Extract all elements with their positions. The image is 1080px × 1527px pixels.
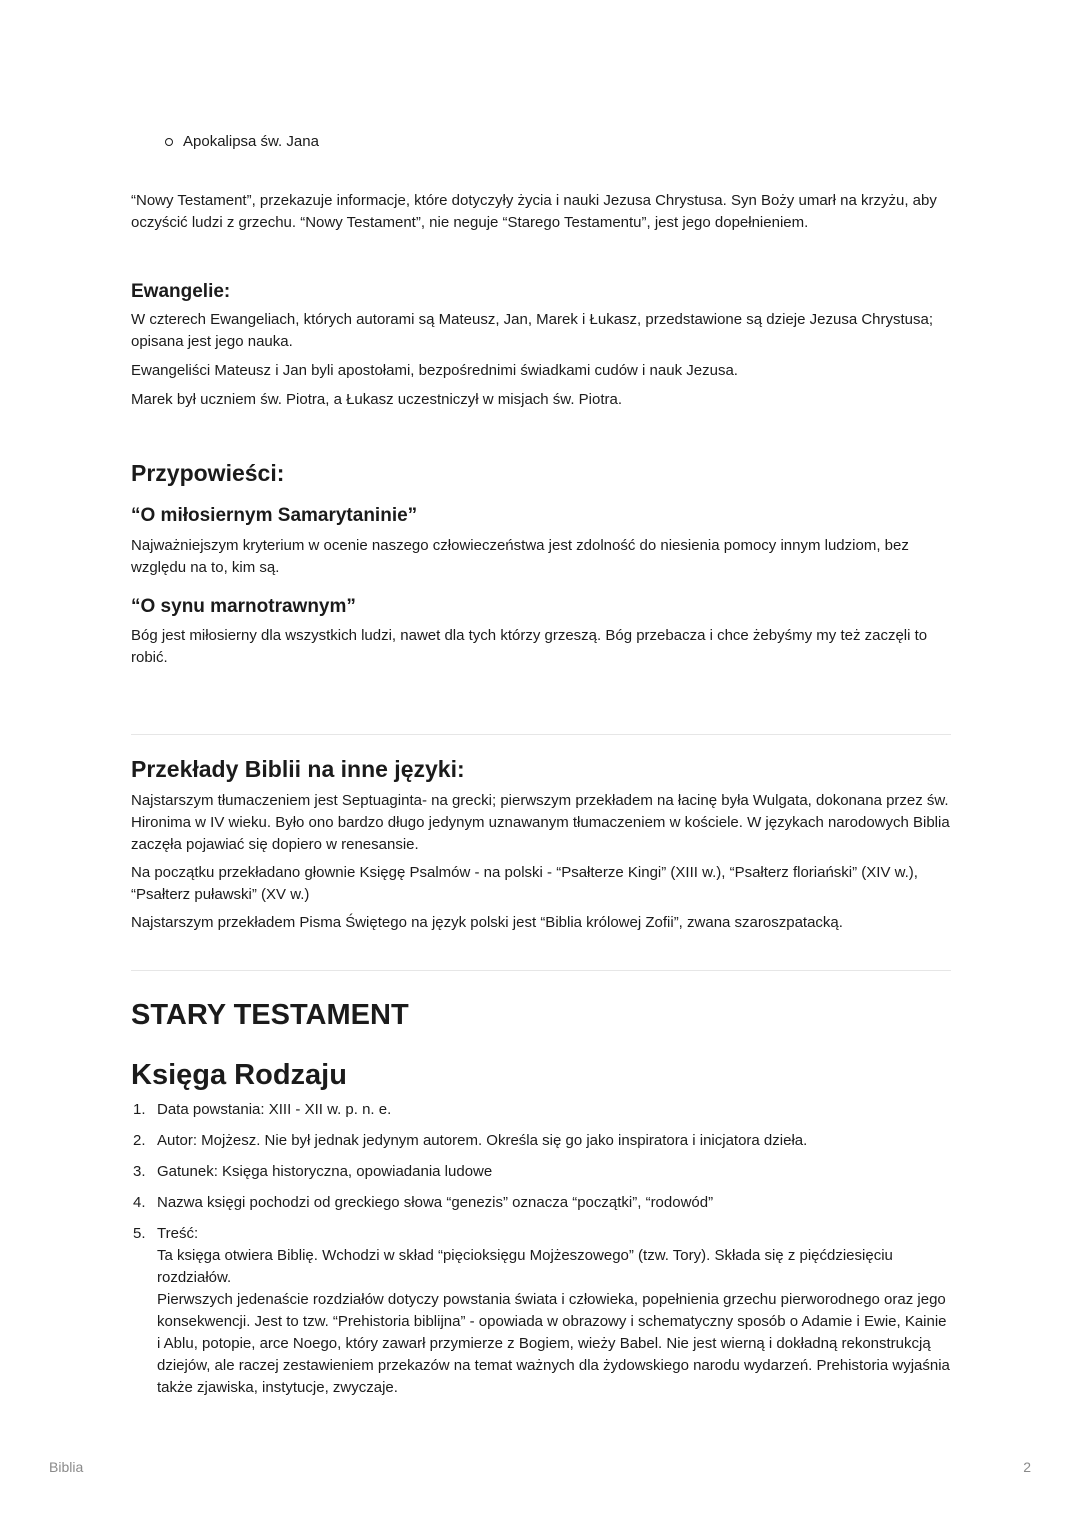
- list-item: [131, 1223, 951, 1399]
- tresc-paragraph-2: Pierwszych jedenaście rozdziałów dotyczy powstania świata i człowieka, popełnienia grzechu pierworodnego oraz jego konsekwencji. Jest to tzw. “Prehistoria biblijna” - opowiada w obrazowy i schematyczny sposób o Adamie i Ewie, Kainie i Ablu, potopie, arce Noego, który zawarł przymierze z Bogiem, wieży Babel. Nie jest wierną i dokładną rekonstrukcją dziejów, ale raczej zestawieniem przekazów na temat ważnych dla żydowskiego narodu wydarzeń. Prehistoria wyjaśnia także zjawiska, instytucje, zwyczaje.: [157, 1291, 950, 1396]
- parable-text-samarytanin: Najważniejszym kryterium w ocenie naszego człowieczeństwa jest zdolność do niesienia pomocy innym ludziom, bez względu na to, kim są.: [131, 537, 909, 576]
- stary-testament-heading: STARY TESTAMENT: [131, 999, 409, 1031]
- przeklady-paragraph-3: Najstarszym przekładem Pisma Świętego na język polski jest “Biblia królowej Zofii”, zwana szaroszpatacką.: [131, 914, 843, 931]
- przeklady-paragraph-2: Na początku przekładano głownie Księgę Psalmów - na polski - “Psałterze Kingi” (XIII w.), “Psałterz floriański” (XIV w.), “Psałterz puławski” (XV w.): [131, 864, 918, 903]
- section-divider: [131, 970, 951, 971]
- list-item: [131, 1192, 951, 1214]
- ksiega-rodzaju-heading: Księga Rodzaju: [131, 1059, 347, 1091]
- ewangelie-paragraph-2: Ewangeliści Mateusz i Jan byli apostołami, bezpośrednimi świadkami cudów i nauk Jezusa.: [131, 362, 738, 379]
- intro-paragraph: “Nowy Testament”, przekazuje informacje, które dotyczyły życia i nauki Jezusa Chrystusa. Syn Boży umarł na krzyżu, aby oczyścić ludzi z grzechu. “Nowy Testament”, nie neguje “Starego Testamentu”, jest jego dopełnieniem.: [131, 192, 937, 231]
- ewangelie-heading: Ewangelie:: [131, 281, 231, 302]
- top-bullet-list: [163, 131, 319, 153]
- footer-document-title: Biblia: [49, 1459, 84, 1475]
- list-item-text: Data powstania: XIII - XII w. p. n. e.: [157, 1101, 392, 1118]
- tresc-paragraph-1: Ta księga otwiera Biblię. Wchodzi w skład “pięcioksięgu Mojżeszowego” (tzw. Tory). Składa się z pięćdziesięciu rozdziałów.: [157, 1247, 893, 1286]
- list-item-label: Treść:: [157, 1225, 199, 1242]
- ksiega-rodzaju-list: [131, 1099, 951, 1408]
- footer-page-number: 2: [1023, 1459, 1031, 1475]
- list-item-number: 1.: [133, 1101, 146, 1118]
- list-item-text: Autor: Mojżesz. Nie był jednak jedynym autorem. Określa się go jako inspiratora i inicjatora dzieła.: [157, 1132, 808, 1149]
- ewangelie-paragraph-1: W czterech Ewangeliach, których autorami są Mateusz, Jan, Marek i Łukasz, przedstawione są dzieje Jezusa Chrystusa; opisana jest jego nauka.: [131, 311, 934, 350]
- list-item-text: Nazwa księgi pochodzi od greckiego słowa “genezis” oznacza “początki”, “rodowód”: [157, 1194, 714, 1211]
- list-item: [131, 1130, 951, 1152]
- parable-text-syn: Bóg jest miłosierny dla wszystkich ludzi, nawet dla tych którzy grzeszą. Bóg przebacza i chce żebyśmy my też zaczęli to robić.: [131, 627, 928, 666]
- list-item-number: 4.: [133, 1194, 146, 1211]
- list-item-number: 3.: [133, 1163, 146, 1180]
- parable-title-syn: “O synu marnotrawnym”: [131, 596, 356, 617]
- list-item-number: 5.: [133, 1225, 146, 1242]
- przypowiesci-heading: Przypowieści:: [131, 460, 285, 486]
- przeklady-paragraph-1: Najstarszym tłumaczeniem jest Septuaginta- na grecki; pierwszym przekładem na łacinę była Wulgata, dokonana przez św. Hironima w IV wieku. Było ono bardzo długo jedynym uznawanym tłumaczeniem w kościele. W językach narodowych Biblia zaczęła pojawiać się dopiero w renesansie.: [131, 792, 950, 853]
- list-item: [131, 1099, 951, 1121]
- list-item: [131, 1161, 951, 1183]
- przeklady-heading: Przekłady Biblii na inne języki:: [131, 756, 465, 782]
- parable-title-samarytanin: “O miłosiernym Samarytaninie”: [131, 505, 418, 526]
- section-divider: [131, 734, 951, 735]
- list-item-number: 2.: [133, 1132, 146, 1149]
- list-item: Apokalipsa św. Jana: [163, 131, 319, 153]
- list-item-text: Gatunek: Księga historyczna, opowiadania ludowe: [157, 1163, 493, 1180]
- ewangelie-paragraph-3: Marek był uczniem św. Piotra, a Łukasz uczestniczył w misjach św. Piotra.: [131, 391, 623, 408]
